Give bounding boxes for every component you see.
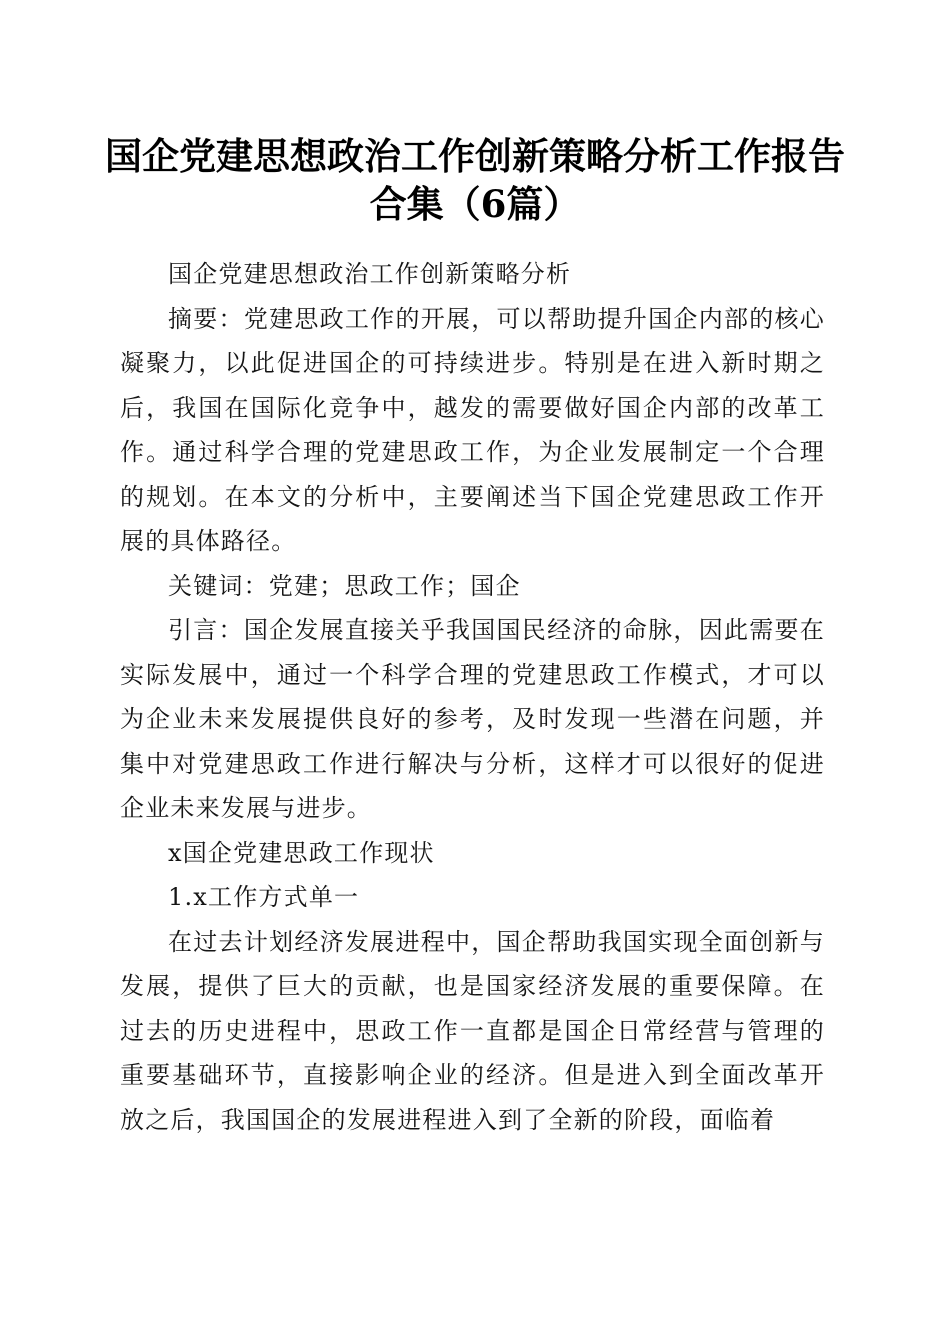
keywords-paragraph: 关键词：党建；思政工作；国企 bbox=[168, 571, 521, 600]
subsection-heading: 1.x工作方式单一 bbox=[168, 883, 360, 911]
title-line-1: 国企党建思想政治工作创新策略分析工作报告 bbox=[105, 134, 845, 178]
body-paragraph: 在过去计划经济发展进程中，国企帮助我国实现全面创新与发展，提供了巨大的贡献，也是国家经济发展的重要保障。在过去的历史进程中，思政工作一直都是国企日常经营与管理的重要基础环节，直接影响企业的经济。但是进入到全面改革开放之后，我国国企的发展进程进入到了全新的阶段，面临着 bbox=[120, 927, 825, 1134]
introduction-paragraph: 引言：国企发展直接关乎我国国民经济的命脉，因此需要在实际发展中，通过一个科学合理的党建思政工作模式，才可以为企业未来发展提供良好的参考，及时发现一些潜在问题，并集中对党建思政工作进行解决与分析，这样才可以很好的促进企业未来发展与进步。 bbox=[120, 616, 825, 822]
document-title bbox=[100, 132, 850, 228]
chapter-heading: x国企党建思政工作现状 bbox=[168, 838, 435, 867]
section-heading: 国企党建思想政治工作创新策略分析 bbox=[168, 260, 572, 288]
title-line-2: 合集（6篇） bbox=[369, 182, 581, 226]
abstract-paragraph: 摘要：党建思政工作的开展，可以帮助提升国企内部的核心凝聚力，以此促进国企的可持续进步。特别是在进入新时期之后，我国在国际化竞争中，越发的需要做好国企内部的改革工作。通过科学合理的党建思政工作，为企业发展制定一个合理的规划。在本文的分析中，主要阐述当下国企党建思政工作开展的具体路径。 bbox=[120, 304, 825, 555]
document-body bbox=[120, 252, 825, 1142]
